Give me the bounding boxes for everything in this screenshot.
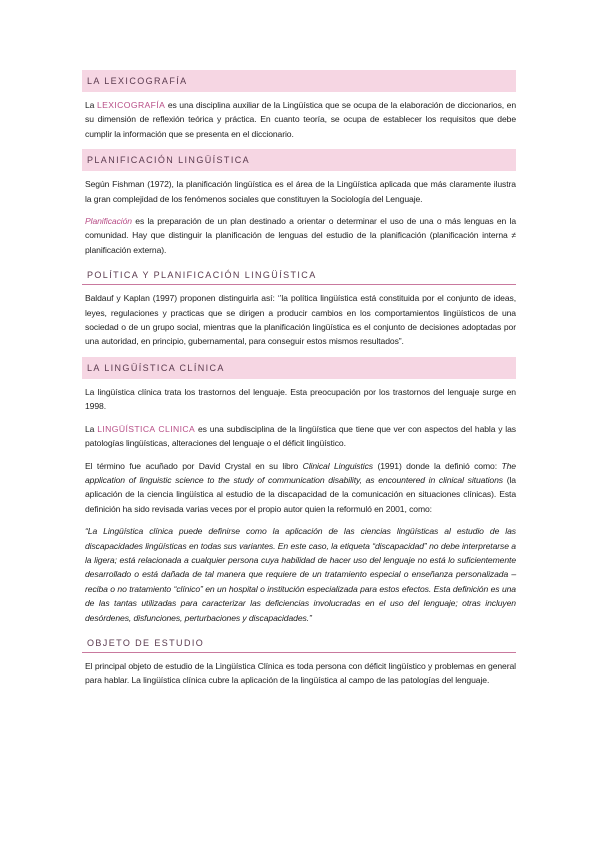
- paragraph-lexicografia: [85, 98, 516, 141]
- text-run: es una subdisciplina de la lingüística que tiene que ver con aspectos del habla y las patologías lingüísticas, alteraciones del lenguaje o el déficit lingüístico.: [85, 423, 516, 449]
- text-run: es la preparación de un plan destinado a orientar o determinar el uso de una o más lenguas en la comunidad. Hay que distinguir la planificación de lenguas del estudio de la planificación (planificación interna ≠ planificación externa).: [85, 216, 516, 255]
- heading-politica: POLÍTICA Y PLANIFICACIÓN LINGÜÍSTICA: [82, 265, 516, 285]
- term-planificacion: Planificación: [85, 216, 132, 227]
- paragraph-clinica-intro: La lingüística clínica trata los trastornos del lenguaje. Esta preocupación por los trastornos del lenguaje surge en 1998.: [85, 386, 516, 412]
- text-run: El término fue acuñado por David Crystal en su libro: [85, 460, 303, 471]
- paragraph-planificacion-def: [85, 214, 516, 257]
- paragraph-crystal: [85, 459, 516, 517]
- quote-crystal-2001: “La Lingüística clínica puede definirse como la aplicación de las ciencias lingüísticas al estudio de las discapacidades lingüísticas en todas sus variantes. En este caso, la etiqueta “discapacidad” no debe interpretarse a la ligera; está relacionada a cualquier persona cuya habilidad de hacer uso del lenguaje no está lo suficientemente desarrollado o está dañada de tal manera que requiere de un tratamiento especial o enseñanza personalizada –reciba o no tratamiento “clínico” en un hospital o institución especializada para estos efectos. Esta definición es una de las tantas utilizadas para caracterizar las deficiencias involucradas en el uso del lenguaje; otras incluyen desórdenes, disfunciones, perturbaciones y discapacidades.”: [85, 526, 516, 623]
- heading-objeto: OBJETO DE ESTUDIO: [82, 633, 516, 653]
- term-lexicografia: LEXICOGRAFÍA: [96, 100, 166, 110]
- paragraph-clinica-def: [85, 422, 516, 451]
- text-run: es una disciplina auxiliar de la Lingüística que se ocupa de la elaboración de diccionarios, en su dimensión de reflexión teórica y práctica. En cuanto teoría, se ocupa de establecer los requisitos que debe cumplir la información que se presenta en el diccionario.: [85, 100, 516, 139]
- text-run: La: [85, 423, 98, 434]
- text-run: La: [85, 100, 97, 110]
- english-definition: The application of linguistic science to the study of communication disability, as encountered in clinical situations: [85, 460, 516, 485]
- heading-planificacion: PLANIFICACIÓN LINGÜÍSTICA: [82, 149, 516, 171]
- document-content: [82, 70, 516, 696]
- text-run: (1991) donde la definió como:: [373, 460, 502, 471]
- heading-lexicografia: LA LEXICOGRAFÍA: [82, 70, 516, 92]
- heading-clinica: LA LINGÜÍSTICA CLÍNICA: [82, 357, 516, 379]
- paragraph-baldauf: Baldauf y Kaplan (1997) proponen distinguirla así: ‘’la política lingüística está constituida por el conjunto de ideas, leyes, regulaciones y practicas que se dirigen a producir cambios en los comportamientos lingüísticos de una sociedad o de un grupo social, mientras que la planificación lingüística es el conjunto de decisiones adoptadas por una autoridad, en principio, gubernamental, para conseguir estos mismos resultados”.: [85, 293, 516, 347]
- paragraph-fishman: Según Fishman (1972), la planificación lingüística es el área de la Lingüística aplicada que más claramente ilustra la gran complejidad de los fenómenos sociales que constituyen la Sociología del Lenguaje.: [85, 179, 516, 204]
- paragraph-objeto: El principal objeto de estudio de la Lingüística Clínica es toda persona con déficit lingüístico y problemas en general para hablar. La lingüística clínica cubre la aplicación de la lingüística al campo de las patologías del lenguaje.: [85, 660, 516, 686]
- text-run: (la aplicación de la ciencia lingüística al estudio de la discapacidad de la comunicación en situaciones clínicas). Esta definición ha sido revisada varias veces por el propio autor quien la reformuló en 2001, como:: [85, 474, 516, 514]
- term-linguistica-clinica: LINGÜÍSTICA CLINICA: [97, 423, 196, 434]
- book-title: Clinical Linguistics: [302, 460, 373, 471]
